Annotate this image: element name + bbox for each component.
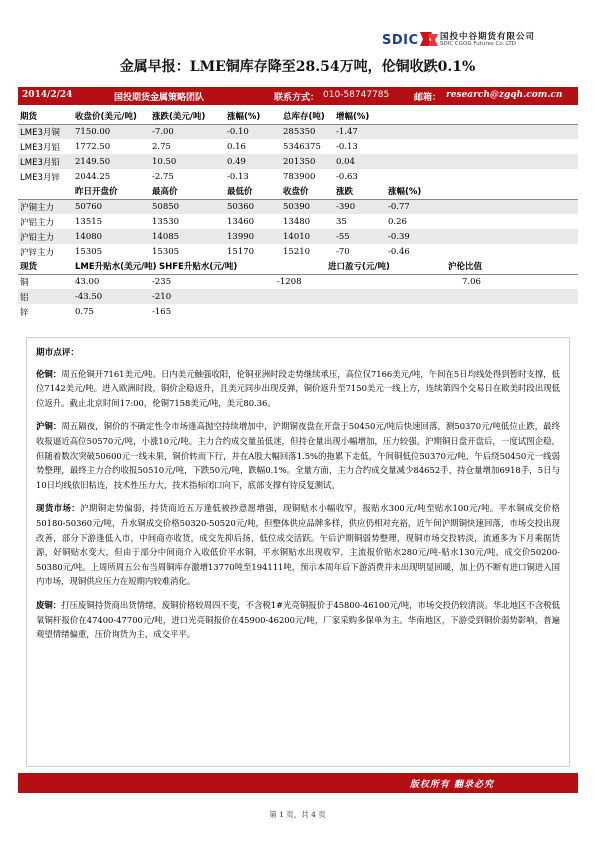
spot-header-cell: SHFE升贴水(元/吨) xyxy=(157,259,266,274)
footer-bar xyxy=(18,773,578,793)
logo-company-name-en: SDIC CGOG Futures Co.,LTD xyxy=(440,41,517,47)
spot-row xyxy=(18,304,578,319)
shfe-cell: 35 xyxy=(336,216,347,227)
shfe-row xyxy=(18,199,578,214)
market-data-table xyxy=(18,109,578,319)
spot-header-cell: 沪伦比值 xyxy=(446,259,588,274)
spot-cell: 锌 xyxy=(20,307,29,318)
shfe-cell: 50360 xyxy=(225,199,281,214)
spot-cell: 0.75 xyxy=(75,306,94,317)
lme-cell: LME3月铜 xyxy=(18,124,73,139)
shfe-cell: 13460 xyxy=(227,216,255,227)
shfe-cell: 15170 xyxy=(227,246,255,257)
contact-label: 联系方式： xyxy=(274,93,320,103)
contact-phone: 010-58747785 xyxy=(323,90,390,100)
shfe-header-cell: 涨幅(%) xyxy=(386,184,436,199)
email-link[interactable]: research@zgqh.com.cn xyxy=(446,90,563,100)
lme-cell: -0.13 xyxy=(336,141,358,152)
lme-cell: 0.04 xyxy=(334,154,386,169)
shfe-cell: 15305 xyxy=(152,246,180,257)
para-text: 沪期铜走势偏弱，持货商近五万逢低被抄意愿增强，现铜贴水小幅收窄，报贴水300元/吨至贴水100元/吨。平水铜成交价格50180-50360元/吨，升水铜成交价格50320-50520元/吨，但整体供应品牌多样，供应仍相对充裕，近午间沪期铜快速回落，市场交投出现改善，部分下游逢低入市，中间商亦收货，成交先抑后扬，低位成交活跃。午后沪期铜弱势整理，现铜市场交投转淡，流通多为下月乘据货源，好铜贴水变大，但由于部分中间商介入收低价平水铜，平水铜贴水出现收窄，主流报价贴水280元/吨-贴水130元/吨，成交价50200-50380元/吨。上周所周五公布当周铜库存激增13770吨至194111吨，预示本周年后下游消费并未出现明显回暖，加上仍不断有进口铜进入国内市场，现铜供应压力在短期内较难消化。 xyxy=(36,503,560,587)
lme-header-cell: 涨幅(%) xyxy=(225,109,281,124)
shfe-cell: 沪铜主力 xyxy=(18,199,73,214)
lme-cell: -2.75 xyxy=(152,171,174,182)
lme-cell: 0.16 xyxy=(227,141,246,152)
lme-cell: 0.49 xyxy=(225,154,281,169)
shfe-header-cell xyxy=(18,184,73,199)
spot-cell: 7.06 xyxy=(462,276,481,287)
spot-header-cell: LME升贴水(美元/吨) xyxy=(73,259,225,274)
para-text: 周五伦铜开7161美元/吨。日内美元触强收阳，伦铜亚洲时段走势继续承压，高位仅7166美元/吨，午间在5日均线处得到暂时支撑，低位7142美元/吨。进入欧洲时段，铜价企稳返升，且美元同步出现反弹，铜价返升至7150美元一线上方，连续第四个交易日在欧美时段出现低位返升。截止北京时间17:00，伦铜7158美元/吨，美元80.36。 xyxy=(36,368,560,408)
logo-sdic-text: SDIC xyxy=(382,33,419,48)
shfe-cell: 15210 xyxy=(283,246,311,257)
spot-header-row xyxy=(18,259,578,274)
lme-cell: 2044.25 xyxy=(75,171,111,182)
spot-row xyxy=(18,289,578,304)
lme-cell: 7150.00 xyxy=(73,124,150,139)
commentary-scrap-copper xyxy=(36,598,560,642)
spot-row xyxy=(18,274,578,289)
shfe-cell: 13990 xyxy=(225,229,281,244)
lme-header-cell: 收盘价(美元/吨) xyxy=(73,109,150,124)
para-text: 周五隔夜，铜价的不确定性令市场逢高抛空持续增加中，沪期铜夜盘在开盘于50450元/吨后快速回落，测50370元/吨低位止跌，最终收报逼近高位50570元/吨，小涨10元/吨。主力合约成交量虽低迷，但持仓量出现小幅增加，压力较强。沪期铜日盘开盘后，一度试图企稳，但随着数次突破50600元一线未果，铜价转而下行，并在A股大幅回落1.5%的拖累下走低，午间铜低位50370元/吨，午后绕50450元一线弱势整理，最终主力合约收报50510元/吨，下跌50元/吨，跌幅0.1%。全量方面，主力合约成交量减少84652手，持仓量增加6918手，5日与10日均线依旧粘连，技术性压力大，技术指标闭口向下，底部支撑有待反复测试。 xyxy=(36,421,560,490)
shfe-cell: -390 xyxy=(334,199,386,214)
lme-row xyxy=(18,124,578,139)
report-date: 2014/2/24 xyxy=(22,90,73,100)
lme-header-cell: 总库存(吨) xyxy=(281,109,334,124)
shfe-cell: 14080 xyxy=(73,229,150,244)
shfe-cell: 0.26 xyxy=(388,216,407,227)
shfe-cell: 沪锌主力 xyxy=(20,247,55,258)
commentary-lme-copper xyxy=(36,367,560,411)
spot-header-cell: 进口盈亏(元/吨) xyxy=(326,259,428,274)
spot-cell: -165 xyxy=(152,306,172,317)
spot-cell: 铝 xyxy=(18,289,73,304)
shfe-header-cell: 昨日开盘价 xyxy=(73,184,150,199)
commentary-shfe-copper xyxy=(36,419,560,492)
lme-row xyxy=(18,169,578,184)
shfe-cell: -0.46 xyxy=(388,246,410,257)
para-label: 现货市场： xyxy=(36,503,81,514)
copyright-notice: 版权所有 翻录必究 xyxy=(409,780,494,790)
lme-cell: LME3月锌 xyxy=(20,172,60,183)
shfe-header-row xyxy=(18,184,578,199)
shfe-cell: 13480 xyxy=(283,216,311,227)
commentary-title: 期市点评： xyxy=(36,348,79,358)
page-number: 第 1 页，共 4 页 xyxy=(269,810,326,819)
spot-cell: -1208 xyxy=(277,276,302,287)
shfe-header-cell: 最高价 xyxy=(150,184,225,199)
shfe-cell: 50390 xyxy=(281,199,334,214)
spot-cell: 43.00 xyxy=(75,276,100,287)
logo-company-name: 国投中谷期货有限公司 xyxy=(440,32,536,42)
lme-cell: -1.47 xyxy=(334,124,386,139)
shfe-cell: 13515 xyxy=(75,216,103,227)
shfe-cell: 沪铝主力 xyxy=(20,217,55,228)
lme-header-cell: 增幅(%) xyxy=(334,109,386,124)
shfe-cell: 13530 xyxy=(152,216,180,227)
para-label: 伦铜： xyxy=(36,368,62,379)
lme-cell: 1772.50 xyxy=(75,141,111,152)
shfe-cell: -70 xyxy=(336,246,350,257)
email-label: 邮箱： xyxy=(414,93,442,103)
lme-cell: 201350 xyxy=(281,154,334,169)
spot-header-cell: 现货 xyxy=(18,259,73,274)
lme-cell: 2149.50 xyxy=(73,154,150,169)
lme-header-cell: 期货 xyxy=(18,109,73,124)
shfe-row xyxy=(18,244,578,259)
shfe-row xyxy=(18,214,578,229)
commentary-spot-market xyxy=(36,501,560,589)
shfe-cell: -55 xyxy=(334,229,386,244)
shfe-header-cell: 涨跌 xyxy=(334,184,386,199)
shfe-cell: -0.39 xyxy=(386,229,436,244)
spot-cell: -43.50 xyxy=(73,289,150,304)
lme-row xyxy=(18,154,578,169)
para-label: 废铜： xyxy=(36,599,62,610)
lme-cell: 5346375 xyxy=(283,141,321,152)
spot-cell: -210 xyxy=(150,289,225,304)
report-title: 金属早报：LME铜库存降至28.54万吨，伦铜收跌0.1% xyxy=(119,59,476,75)
shfe-header-cell: 最低价 xyxy=(225,184,281,199)
lme-cell: 783900 xyxy=(283,171,316,182)
header-bar xyxy=(18,87,578,105)
spot-cell: 铜 xyxy=(20,277,29,288)
lme-cell: -0.63 xyxy=(336,171,358,182)
lme-cell: LME3月铝 xyxy=(20,142,60,153)
lme-cell: 285350 xyxy=(281,124,334,139)
shfe-cell: 沪铅主力 xyxy=(18,229,73,244)
lme-header-cell: 涨跌(美元/吨) xyxy=(150,109,225,124)
para-label: 沪铜： xyxy=(36,421,62,432)
lme-cell: LME3月铅 xyxy=(18,154,73,169)
lme-row xyxy=(18,139,578,154)
spot-cell: -235 xyxy=(152,276,172,287)
lme-cell: -0.13 xyxy=(227,171,249,182)
team-name: 国投期货金属策略团队 xyxy=(114,93,205,103)
shfe-cell: 14085 xyxy=(150,229,225,244)
lme-header-row xyxy=(18,109,578,124)
lme-cell: -0.10 xyxy=(225,124,281,139)
shfe-row xyxy=(18,229,578,244)
market-commentary xyxy=(26,337,570,767)
lme-cell: -7.00 xyxy=(150,124,225,139)
shfe-cell: 15305 xyxy=(75,246,103,257)
shfe-cell: 14010 xyxy=(281,229,334,244)
lme-cell: 10.50 xyxy=(150,154,225,169)
para-text: 打压废铜持货商出货情绪，废铜价格较周四不变，不含税1#光亮铜报价于45800-46100元/吨，市场交投仍较清淡。华北地区不含税低氧铜杆报价在47400-47700元/吨，进口光亮铜报价在45900-46200元/吨，厂家采购多保单为主。华南地区，下游受到铜价弱势影响，普遍观望情绪偏重，压价询货为主，成交平平。 xyxy=(36,599,561,640)
shfe-cell: 50760 xyxy=(73,199,150,214)
shfe-cell: -0.77 xyxy=(386,199,436,214)
lme-cell: 2.75 xyxy=(152,141,171,152)
shfe-cell: 50850 xyxy=(150,199,225,214)
company-logo xyxy=(382,30,562,58)
logo-flag-icon xyxy=(420,30,438,48)
shfe-header-cell: 收盘价 xyxy=(281,184,334,199)
